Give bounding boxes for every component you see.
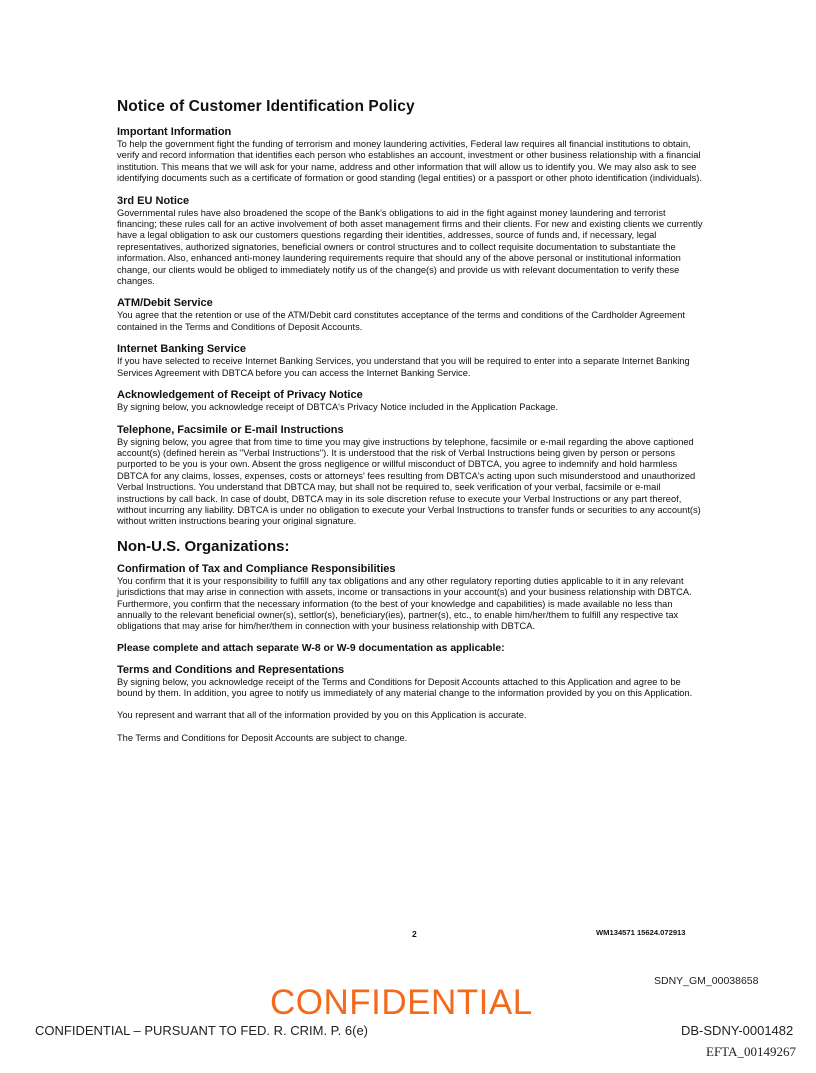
section-body: By signing below, you acknowledge receipt of the Terms and Conditions for Deposit Accounts attached to this Application and agree to be bound by them. In addition, you agree to notify us immediately of any material change to the information provided by you on this Application.	[117, 676, 693, 699]
section-heading: Telephone, Facsimile or E-mail Instructions	[117, 423, 344, 436]
section-privacy-notice	[117, 389, 705, 413]
section-body: Governmental rules have also broadened the scope of the Bank's obligations to aid in the fight against money laundering and terrorist financing; these rules call for an active involvement of both asset management firms and their clients. For new and existing clients we currently have a legal obligation to ask our customers questions regarding their identities, addresses, source of funds and, if necessary, legal representatives, authorized signatories, beneficial owners or control structures and to collect requisite documentation to substantiate the information. Also, enhanced anti-money laundering requirements require that should any of the above personal or institutional information change, our clients would be obliged to immediately notify us of the change(s) and provide us with relevant documentation to verify these changes.	[117, 207, 703, 287]
section-body: You agree that the retention or use of the ATM/Debit card constitutes acceptance of the terms and conditions of the Cardholder Agreement contained in the Terms and Conditions of Deposit Accounts.	[117, 310, 685, 332]
representation-statement: You represent and warrant that all of the information provided by you on this Application is accurate.	[117, 709, 527, 720]
section-heading: Confirmation of Tax and Compliance Responsibilities	[117, 562, 396, 575]
bates-number-db: DB-SDNY-0001482	[681, 1023, 794, 1038]
subject-to-change-statement: The Terms and Conditions for Deposit Accounts are subject to change.	[117, 733, 408, 743]
page-number: 2	[412, 929, 417, 939]
section-internet-banking-service	[117, 343, 705, 379]
attach-documentation-notice: Please complete and attach separate W-8 or W-9 documentation as applicable:	[117, 642, 505, 654]
bates-number-sdny-gm: SDNY_GM_00038658	[654, 975, 759, 987]
non-us-organizations-heading: Non-U.S. Organizations:	[117, 537, 290, 555]
section-heading: Terms and Conditions and Representations	[117, 663, 345, 676]
section-heading: ATM/Debit Service	[117, 297, 213, 310]
section-heading: Internet Banking Service	[117, 343, 246, 356]
section-heading: 3rd EU Notice	[117, 194, 190, 207]
section-tax-compliance	[117, 563, 705, 633]
bates-number-efta: EFTA_00149267	[706, 1044, 796, 1059]
document-title: Notice of Customer Identification Policy	[117, 98, 415, 115]
section-important-information	[117, 126, 705, 185]
section-body: By signing below, you agree that from time to time you may give instructions by telephone, facsimile or e-mail regarding the above captioned account(s) (defined herein as "Verbal Instructions"). It is understood that the risk of Verbal Instructions being given by person or persons purported to be you is your own. Absent the gross negligence or willful misconduct of DBTCA, you agree to indemnify and hold harmless DBTCA for any claims, losses, expenses, costs or attorneys' fees resulting from DBTCA's acting upon such misunderstood and unauthorized Verbal Instructions. You understand that DBTCA may, but shall not be required to, seek verification of your verbal, facsimile or e-mail instructions by call back. In case of doubt, DBTCA may in its sole discretion refuse to execute your Verbal Instructions or any part thereof, without incurring any liability. DBTCA is under no obligation to execute your Verbal Instructions to transfer funds or securities to any account(s) without written instructions bearing your original signature.	[117, 436, 701, 527]
section-terms-and-conditions	[117, 664, 705, 700]
section-body: To help the government fight the funding of terrorism and money laundering activities, Federal law requires all financial institutions to obtain, verify and record information that identifies each person who establishes an account, investment or other business relationship with a financial institution. This means that we will ask for your name, address and other information that will allow us to identify you. We may also ask to see identifying documents such as a certificate of formation or good standing (legal entities) or a passport or other photo identification (individuals).	[117, 139, 702, 184]
section-body: By signing below, you acknowledge receipt of DBTCA's Privacy Notice included in the Application Package.	[117, 402, 559, 413]
confidentiality-notice: CONFIDENTIAL – PURSUANT TO FED. R. CRIM. P. 6(e)	[35, 1023, 369, 1038]
section-verbal-instructions	[117, 424, 705, 528]
section-atm-debit-service	[117, 297, 705, 333]
confidential-stamp: CONFIDENTIAL	[270, 983, 533, 1022]
section-body: If you have selected to receive Internet Banking Services, you understand that you will be required to enter into a separate Internet Banking Services Agreement with DBTCA before you can access the Internet Banking Service.	[117, 356, 690, 378]
section-3rd-eu-notice	[117, 195, 705, 288]
section-body: You confirm that it is your responsibility to fulfill any tax obligations and any other regulatory reporting duties applicable to it in any relevant jurisdictions that may arise in connection with assets, income or transactions in your account(s) and your business relationship with DBTCA. Furthermore, you confirm that the necessary information (to the best of your knowledge and capabilities) is made available no less than annually to the relevant beneficial owner(s), settlor(s), beneficiary(ies), partner(s), etc., to enable him/her/them to fulfill any respective tax obligations that may arise for him/her/them in connection with your business relationship with DBTCA.	[117, 575, 692, 632]
document-code: WM134571 15624.072913	[596, 928, 686, 937]
section-heading: Acknowledgement of Receipt of Privacy Notice	[117, 389, 363, 402]
document-body	[117, 98, 705, 756]
section-heading: Important Information	[117, 126, 232, 138]
